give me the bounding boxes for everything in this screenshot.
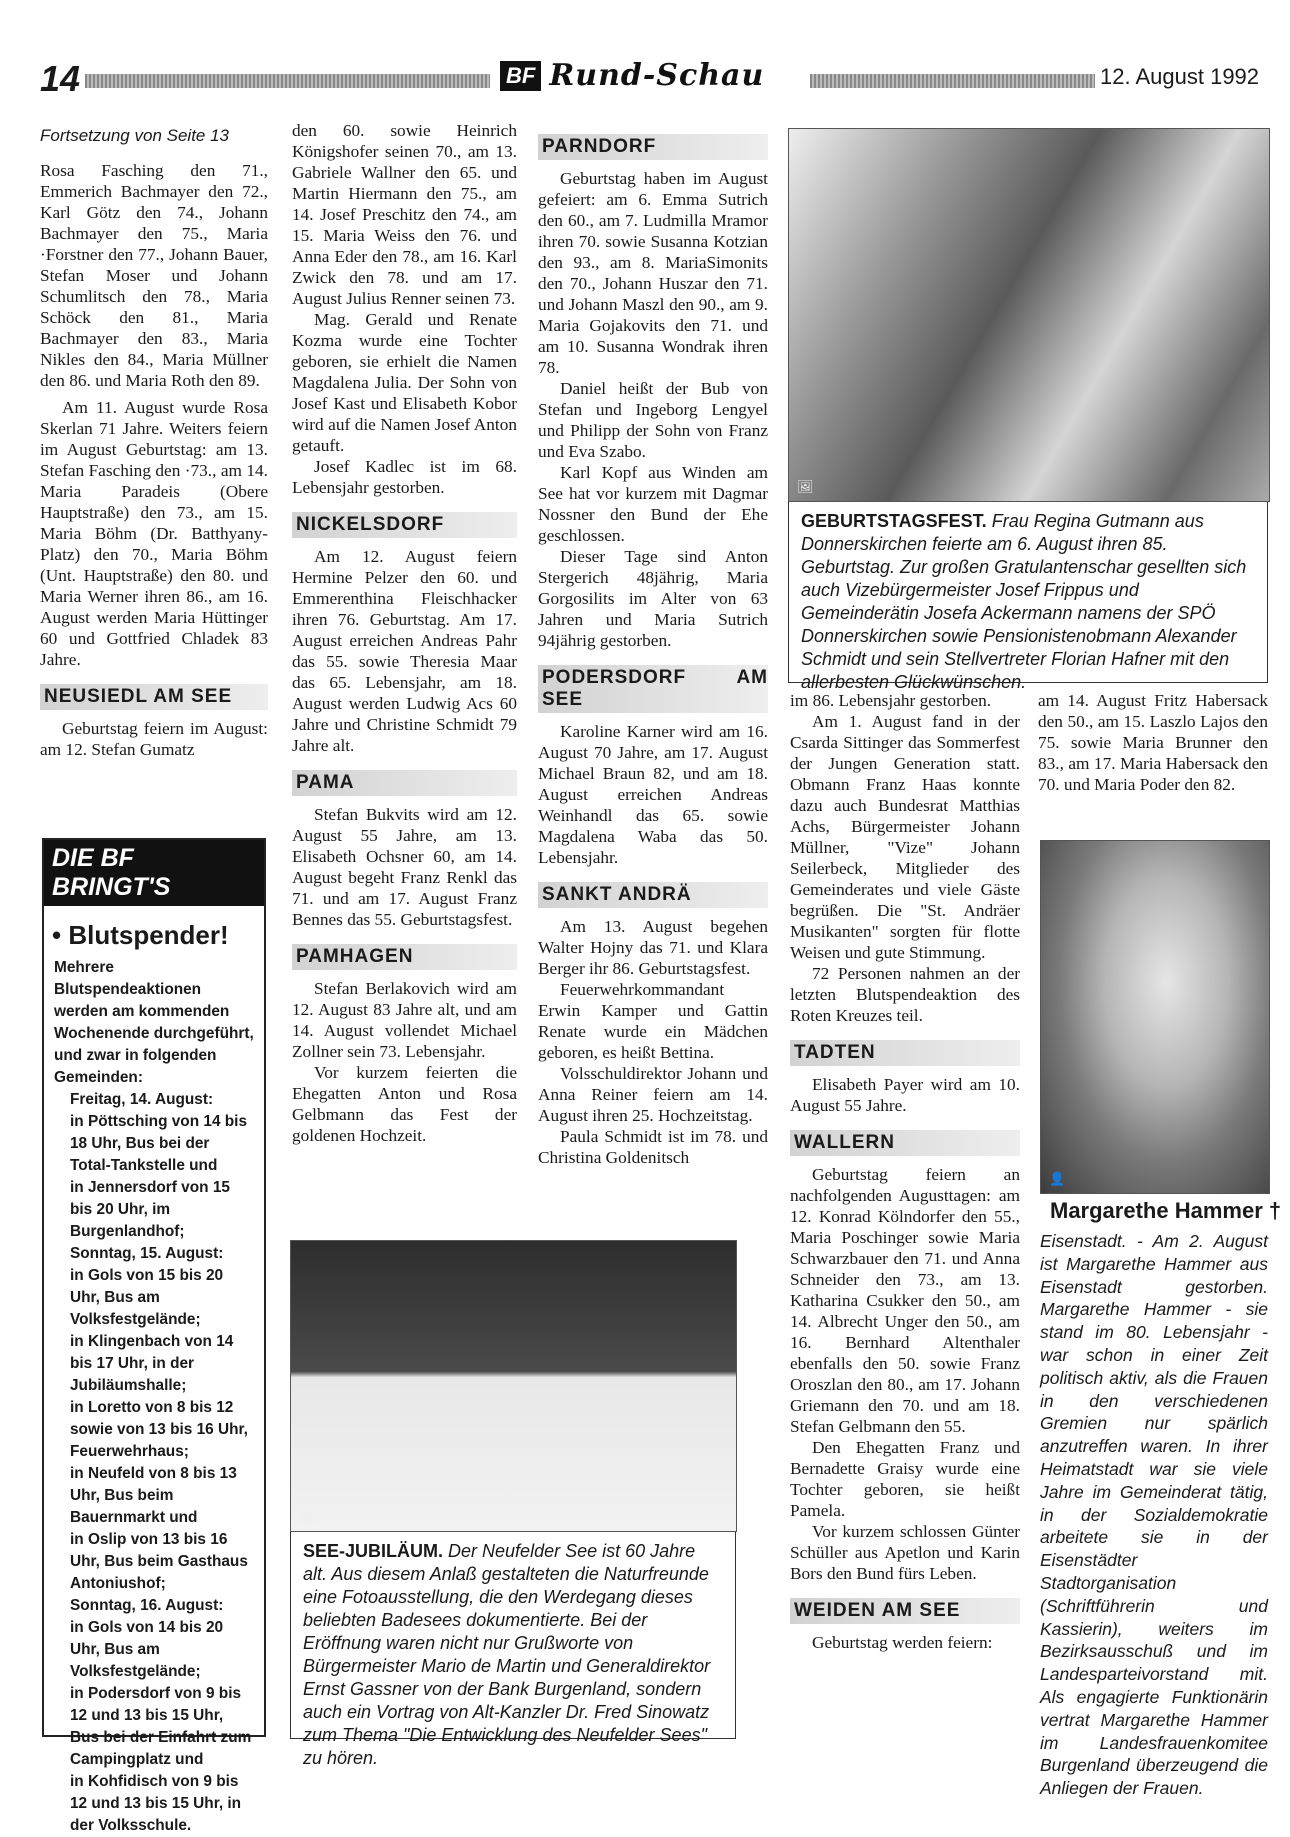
section-heading-weiden: WEIDEN AM SEE — [790, 1598, 1020, 1624]
obituary-name: Margarethe Hammer † — [1050, 1198, 1282, 1223]
article-paragraph: den 60. sowie Heinrich Königshofer seinen 70., am 13. Gabriele Wallner den 65. und Martin Hiermann den 75., am 14. Josef Preschitz den 74., am 15. Maria Weiss den 76. und Anna Eder den 78., am 16. Karl Zwick den 78. und am 17. August Julius Renner seinen 73. — [292, 121, 517, 308]
article-paragraph: Vor kurzem feierten die Ehegatten Anton und Rosa Gelbmann das Fest der goldenen Hochzeit. — [292, 1063, 517, 1145]
caption-text: Frau Regina Gutmann aus Donnerskirchen feierte am 6. August ihren 85. Geburtstag. Zur großen Gratulantenschar gesellten sich auch Vizebürgermeister Josef Frippus und Gemeinderätin Josefa Ackermann namens der SPÖ Donnerskirchen sowie Pensionistenobmann Alexander Schmidt und sein Stellvertreter Florian Hafner mit den allerbesten Glückwünschen. — [801, 511, 1247, 692]
article-paragraph: Am 12. August feiern Hermine Pelzer den 60. und Emmerenthina Fleischhacker ihren 76. Geburtstag. Am 17. August erreichen Andreas Pahr das 55. sowie Theresia Maar das 65. Lebensjahr, am 18. August werden Ludwig Acs 60 Jahre und Christine Schmidt 79 Jahre alt. — [292, 547, 517, 755]
box-line: Sonntag, 15. August: — [70, 1245, 224, 1262]
article-paragraph: Dieser Tage sind Anton Stergerich 48jährig, Maria Gorgosilits im Alter von 63 Jahren und Maria Sutrich 94jährig gestorben. — [538, 547, 768, 650]
article-paragraph: Feuerwehrkommandant Erwin Kamper und Gattin Renate wurde ein Mädchen geboren, es heißt Bettina. — [538, 980, 768, 1062]
article-paragraph: Karl Kopf aus Winden am See hat vor kurzem mit Dagmar Nossner den Bund der Ehe geschlossen. — [538, 463, 768, 545]
photo-placeholder-icon: 🖼 — [797, 480, 814, 495]
column-3 — [538, 128, 768, 1168]
box-line: in Kohfidisch von 9 bis 12 und 13 bis 15 Uhr, in der Volksschule. — [70, 1773, 242, 1834]
article-paragraph: Am 1. August fand in der Csarda Sittinger das Sommerfest der Jungen Generation statt. Obmann Franz Haas konnte dazu auch Bundesrat Matthias Achs, Bürgermeister Johann Müllner, "Vize" Johann Seilerbeck, Mitglieder des Gemeinderates und viele Gäste begrüßen. Die "St. Andräer Musikanten" sorgten für flotte Weisen und gute Stimmung. — [790, 712, 1020, 962]
caption-head: SEE-JUBILÄUM. — [303, 1541, 444, 1561]
section-heading-sankt-andrae: SANKT ANDRÄ — [538, 882, 768, 908]
column-2 — [292, 120, 517, 1146]
section-heading-podersdorf: PODERSDORF AM SEE — [538, 665, 768, 713]
blood-donation-box — [42, 838, 266, 1834]
column-5 — [1038, 690, 1268, 795]
header-rule-right — [810, 74, 1095, 88]
obituary-text: Eisenstadt. - Am 2. August ist Margarethe Hammer aus Eisenstadt gestorben. Margarethe Hammer - sie stand im 80. Lebensjahr - war schon in einer Zeit politisch aktiv, als die Frauen in den verschiedenen Gremien nur spärlich anzutreffen waren. In ihrer Heimatstadt war sie viele Jahre im Gemeinderat tätig, in der Sozialdemokratie arbeitete sie in der Eisenstädter Stadtorganisation (Schriftführerin und Kassierin), weiters im Bezirksausschuß und im Landesparteivorstand mit. Als engagierte Funktionärin vertrat Margarethe Hammer im Landesfrauenkomitee Burgenland überzeugend die Anliegen der Frauen. — [1040, 1231, 1268, 1799]
box-line: in Podersdorf von 9 bis 12 und 13 bis 15 Uhr, Bus bei der Einfahrt zum Campingplatz und — [70, 1685, 252, 1768]
box-line: Freitag, 14. August: — [70, 1091, 214, 1108]
issue-date: 12. August 1992 — [1100, 64, 1260, 89]
column-1 — [40, 126, 268, 760]
box-line: in Loretto von 8 bis 12 sowie von 13 bis 16 Uhr, Feuerwehrhaus; — [70, 1399, 248, 1460]
lake-anniversary-caption — [290, 1532, 736, 1768]
caption-head: GEBURTSTAGSFEST. — [801, 511, 987, 531]
box-line: in Oslip von 13 bis 16 Uhr, Bus beim Gasthaus Antoniushof; — [70, 1531, 248, 1592]
box-line: in Klingenbach von 14 bis 17 Uhr, in der Jubiläumshalle; — [70, 1333, 234, 1394]
article-paragraph: Am 13. August begehen Walter Hojny das 71. und Klara Berger ihr 86. Geburtstagsfest. — [538, 917, 768, 978]
article-paragraph: Rosa Fasching den 71., Emmerich Bachmayer den 72., Karl Götz den 74., Johann Bachmayer den 75., Maria ·Forstner den 77., Johann Bauer, Stefan Moser und Johann Schumlitsch den 78., Maria Schöck den 81., Maria Bachmayer den 83., Maria Nikles den 84., Maria Müllner den 86. und Maria Roth den 89. — [40, 161, 268, 390]
box-title: • Blutspender! — [52, 920, 229, 950]
article-paragraph: Vor kurzem schlossen Günter Schüller aus Apetlon und Karin Bors den Bund fürs Leben. — [790, 1522, 1020, 1583]
section-heading-neusiedl: NEUSIEDL AM SEE — [40, 684, 268, 710]
article-paragraph: Geburtstag haben im August gefeiert: am 6. Emma Sutrich den 60., am 7. Ludmilla Mramor ihren 70. sowie Susanna Kotzian den 93., am 8. MariaSimonits den 70., Johann Huszar den 71. und Johann Maszl den 90., am 9. Maria Gojakovits den 71. und am 10. Susanna Wondrak ihren 78. — [538, 169, 768, 377]
article-paragraph: Karoline Karner wird am 16. August 70 Jahre, am 17. August Michael Braun 82, und am 18. August erreichen Andreas Weinhandl das 65. sowie Magdalena Waba das 50. Lebensjahr. — [538, 722, 768, 867]
box-line: in Gols von 15 bis 20 Uhr, Bus am Volksfestgelände; — [70, 1267, 224, 1328]
article-paragraph: Geburtstag werden feiern: — [812, 1633, 993, 1652]
article-paragraph: im 86. Lebensjahr gestorben. — [790, 691, 992, 710]
photo-placeholder-icon: 🖼 — [299, 1510, 316, 1525]
header-rule-left — [85, 74, 490, 88]
article-paragraph: Volsschuldirektor Johann und Anna Reiner feiern am 14. August ihren 25. Hochzeitstag. — [538, 1064, 768, 1125]
box-body — [54, 957, 254, 1837]
section-heading-nickelsdorf: NICKELSDORF — [292, 512, 517, 538]
article-paragraph: Den Ehegatten Franz und Bernadette Graisy wurde eine Tochter geboren, sie heißt Pamela. — [790, 1438, 1020, 1520]
box-line: in Neufeld von 8 bis 13 Uhr, Bus beim Bauernmarkt und — [70, 1465, 237, 1526]
section-heading-pamhagen: PAMHAGEN — [292, 944, 517, 970]
article-paragraph: Elisabeth Payer wird am 10. August 55 Jahre. — [790, 1075, 1020, 1115]
birthday-photo — [788, 128, 1270, 502]
article-paragraph: Geburtstag feiern im August: am 12. Stefan Gumatz — [40, 719, 268, 759]
portrait-photo — [1040, 840, 1270, 1194]
column-4 — [790, 690, 1020, 1653]
lake-anniversary-photo — [290, 1240, 737, 1532]
article-paragraph: Paula Schmidt ist im 78. und Christina Goldenitsch — [538, 1127, 768, 1167]
logo-title: Rund-Schau — [549, 58, 765, 93]
section-heading-wallern: WALLERN — [790, 1130, 1020, 1156]
section-heading-parndorf: PARNDORF — [538, 134, 768, 160]
birthday-caption — [788, 502, 1268, 692]
article-paragraph: 72 Personen nahmen an der letzten Blutspendeaktion des Roten Kreuzes teil. — [790, 964, 1020, 1025]
masthead-logo — [500, 58, 764, 93]
article-paragraph: Daniel heißt der Bub von Stefan und Ingeborg Lengyel und Philipp der Sohn von Franz und Eva Szabo. — [538, 379, 768, 461]
logo-bf: BF — [500, 61, 541, 91]
box-line: in Pöttsching von 14 bis 18 Uhr, Bus bei der Total-Tankstelle und — [70, 1113, 248, 1174]
caption-text: Der Neufelder See ist 60 Jahre alt. Aus diesem Anlaß gestalteten die Naturfreunde eine Fotoausstellung, die den Werdegang dieses beliebten Badesees dokumentierte. Bei der Eröffnung waren nicht nur Grußworte von Bürgermeister Mario de Martin und Generaldirektor Ernst Gassner von der Bank Burgenland, sondern auch ein Vortrag von Alt-Kanzler Dr. Fred Sinowatz zum Thema "Die Entwicklung des Neufelder Sees" zu hören. — [303, 1541, 711, 1768]
article-paragraph: am 14. August Fritz Habersack den 50., am 15. Laszlo Lajos den 75. sowie Maria Brunner den 83., am 17. Maria Habersack den 70. und Maria Poder den 82. — [1038, 691, 1268, 794]
article-paragraph: Josef Kadlec ist im 68. Lebensjahr gestorben. — [292, 457, 517, 497]
box-heading: DIE BF BRINGT'S — [44, 840, 264, 906]
box-line: in Jennersdorf von 15 bis 20 Uhr, im Burgenlandhof; — [70, 1179, 230, 1240]
page-number: 14 — [40, 58, 81, 99]
article-paragraph: Am 11. August wurde Rosa Skerlan 71 Jahre. Weiters feiern im August Geburtstag: am 13. Stefan Fasching den ·73., am 14. Maria Paradeis (Obere Hauptstraße) den 73., am 15. Maria Böhm (Dr. Batthyany-Platz) den 70., Maria Böhm (Unt. Hauptstraße) den 80. und Maria Werner ihren 86., am 16. August werden Maria Hüttinger 60 und Gottfried Chladek 83 Jahre. — [40, 398, 268, 669]
article-paragraph: Geburtstag feiern an nachfolgenden Augusttagen: am 12. Konrad Kölndorfer den 55., Maria Poschinger sowie Maria Schwarzbauer den 71. und Anna Schneider den 73., am 13. Katharina Csukker den 50., am 14. Albrecht Unger den 50., am 16. Bernhard Altenthaler ebenfalls den 50. sowie Franz Oroszlan den 80., am 17. Johann Griemann den 70. und am 18. Stefan Gelbmann den 55. — [790, 1165, 1020, 1436]
continuation-note: Fortsetzung von Seite 13 — [40, 126, 230, 145]
article-paragraph: Mag. Gerald und Renate Kozma wurde eine Tochter geboren, sie erhielt die Namen Magdalena Julia. Der Sohn von Josef Kast und Elisabeth Kobor wird auf die Namen Josef Anton getauft. — [292, 310, 517, 455]
article-paragraph: Stefan Berlakovich wird am 12. August 83 Jahre alt, und am 14. August vollendet Michael Zollner sein 73. Lebensjahr. — [292, 979, 517, 1061]
article-paragraph: Stefan Bukvits wird am 12. August 55 Jahre, am 13. Elisabeth Ochsner 60, am 14. August begeht Franz Renkl das 71. und am 17. August Franz Bennes das 55. Geburtstagsfest. — [292, 805, 517, 929]
box-line: Sonntag, 16. August: — [70, 1597, 224, 1614]
box-line: Mehrere Blutspendeaktionen werden am kommenden Wochenende durchgeführt, und zwar in folgenden Gemeinden: — [54, 959, 254, 1086]
photo-placeholder-icon: 👤 — [1049, 1172, 1066, 1187]
box-line: in Gols von 14 bis 20 Uhr, Bus am Volksfestgelände; — [70, 1619, 224, 1680]
section-heading-pama: PAMA — [292, 770, 517, 796]
section-heading-tadten: TADTEN — [790, 1040, 1020, 1066]
